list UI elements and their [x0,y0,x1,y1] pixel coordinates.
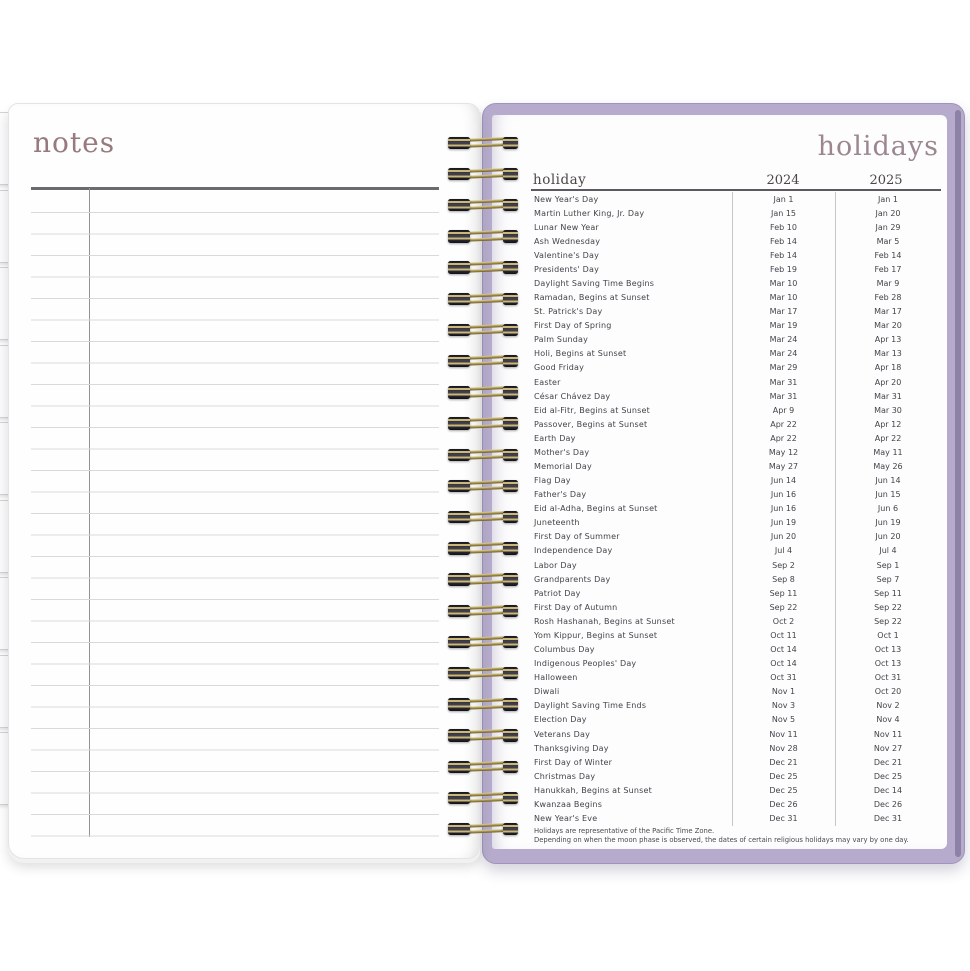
holiday-row [531,685,941,699]
holiday-row [531,333,941,347]
holiday-name: Memorial Day [534,462,592,472]
holiday-row [531,727,941,741]
date-2025: Jun 20 [875,532,901,542]
date-2025: Jan 20 [875,208,901,218]
column-header-2024: 2024 [766,173,800,188]
holiday-name: César Chávez Day [534,391,611,401]
holiday-name: Ash Wednesday [534,236,601,246]
holiday-name: Good Friday [534,363,585,373]
date-2025: Oct 1 [877,630,899,640]
date-2025: Mar 13 [874,349,902,359]
tab-text-mark [0,454,2,463]
holiday-name: Diwali [534,687,560,697]
date-2024: Oct 2 [772,616,795,626]
date-2024: Dec 31 [769,813,798,823]
tab-text-mark [0,377,2,386]
date-2025: Feb 14 [874,250,902,260]
date-2024: Mar 24 [769,349,798,359]
holiday-name: Holi, Begins at Sunset [534,349,627,359]
holiday-name: Daylight Saving Time Begins [534,279,655,288]
holiday-name: Rosh Hashanah, Begins at Sunset [534,616,675,626]
notes-page-title: notes [33,126,116,159]
holiday-row [531,389,941,403]
holiday-name: Hanukkah, Begins at Sunset [534,785,652,795]
footnote-line-2: Depending on when the moon phase is observed, the dates of certain religious holidays may vary by one day. [534,836,909,844]
holiday-row [531,628,941,642]
date-2024: Jun 16 [770,490,797,500]
holiday-name: First Day of Summer [534,532,620,542]
holiday-row [531,276,941,290]
date-2025: Mar 30 [874,405,902,415]
date-2024: Apr 22 [770,433,797,443]
holiday-row [531,657,941,671]
date-2024: Sep 2 [772,560,795,570]
holiday-name: Earth Day [534,433,576,443]
holiday-name: Passover, Begins at Sunset [534,419,648,429]
holiday-row [531,361,941,375]
date-2025: Mar 17 [874,307,902,317]
holiday-row [531,671,941,685]
holiday-row [531,755,941,769]
date-2025: Feb 17 [874,264,902,274]
date-2024: Jan 15 [770,208,797,218]
holiday-row [531,643,941,657]
date-2025: Apr 20 [874,377,902,387]
date-2025: Oct 20 [874,687,902,697]
tab-text-mark [0,144,2,153]
holiday-name: First Day of Spring [534,321,612,331]
date-2024: Apr 9 [772,405,795,415]
date-2025: Nov 27 [873,743,903,753]
holiday-name: Easter [534,377,561,387]
holidays-footnote [534,827,934,845]
date-2024: Feb 10 [770,222,797,232]
holiday-name: Lunar New Year [534,222,599,232]
date-2024: Nov 11 [769,729,798,739]
date-2025: Apr 18 [874,363,902,373]
date-2024: Nov 1 [771,687,796,697]
notes-ruled-lines [31,212,439,838]
holiday-row [531,713,941,727]
holiday-row [531,516,941,530]
holiday-name: Halloween [534,673,578,683]
date-2024: Nov 5 [771,715,796,725]
holiday-name: Indigenous Peoples' Day [534,659,637,669]
holiday-row [531,741,941,755]
tab-text-mark [0,764,2,773]
date-2025: Jul 4 [879,546,897,556]
date-2024: Mar 31 [769,377,798,387]
date-2024: Oct 11 [770,630,797,640]
holiday-name: Kwanzaa Begins [534,799,603,809]
holiday-row [531,291,941,305]
holiday-name: Daylight Saving Time Ends [534,701,647,711]
date-2024: May 27 [768,462,799,472]
holiday-row [531,234,941,248]
column-header-holiday: holiday [533,172,587,188]
holiday-row [531,403,941,417]
table-header-rule [531,189,941,191]
holiday-name: Palm Sunday [534,335,589,345]
holiday-row [531,558,941,572]
holiday-row [531,502,941,516]
date-2025: Jun 14 [875,476,901,486]
holiday-name: New Year's Eve [534,813,598,823]
date-2025: Sep 22 [874,602,902,612]
footnote-line-1: Holidays are representative of the Pacific Time Zone. [534,827,715,835]
date-2024: Feb 19 [770,264,797,274]
date-2025: Jun 15 [875,490,901,500]
holiday-name: Eid al-Adha, Begins at Sunset [534,504,658,514]
date-2025: Mar 9 [876,279,900,288]
holiday-row [531,544,941,558]
holiday-name: New Year's Day [534,194,599,204]
date-2025: Sep 7 [876,574,900,584]
date-2025: Oct 13 [874,645,902,655]
date-2025: Dec 21 [873,757,903,767]
date-2025: Mar 5 [876,236,900,246]
date-2024: Dec 26 [769,799,798,809]
holiday-name: Father's Day [534,490,587,500]
date-2024: Sep 8 [772,574,795,584]
notes-header-rule [31,187,439,190]
date-2024: Mar 10 [769,279,798,288]
date-2024: May 12 [768,447,799,457]
holiday-row [531,459,941,473]
holiday-row [531,375,941,389]
holiday-row [531,614,941,628]
holiday-name: Yom Kippur, Begins at Sunset [534,630,658,640]
date-2025: Mar 31 [874,391,902,401]
holiday-row [531,699,941,713]
date-2025: Mar 20 [874,321,902,331]
date-2024: Jul 4 [774,546,793,556]
holiday-row [531,586,941,600]
date-2025: Oct 31 [874,673,902,683]
date-2025: May 26 [873,462,903,472]
date-2025: Dec 25 [873,771,903,781]
date-2025: Nov 2 [876,701,900,711]
holiday-row [531,305,941,319]
holiday-name: Presidents' Day [534,264,600,274]
holiday-row [531,600,941,614]
holiday-row [531,248,941,262]
holiday-name: Flag Day [534,476,571,486]
holiday-row [531,445,941,459]
date-2025: Apr 22 [874,433,902,443]
holiday-name: Christmas Day [534,771,596,781]
holiday-name: First Day of Autumn [534,602,618,612]
date-2025: Jan 29 [875,222,901,232]
date-2025: Dec 31 [873,813,903,823]
holidays-page-title: holidays [817,131,939,162]
holiday-name: Thanksgiving Day [534,743,609,753]
date-2024: Nov 28 [769,743,798,753]
date-2024: Oct 14 [770,659,797,669]
date-2024: Mar 31 [769,391,798,401]
holiday-row [531,220,941,234]
date-2024: Feb 14 [770,236,797,246]
holiday-row [531,262,941,276]
holiday-row [531,797,941,811]
date-2025: Jan 1 [878,194,898,204]
holiday-row [531,474,941,488]
date-2024: Apr 22 [770,419,797,429]
date-2024: Mar 19 [769,321,798,331]
holiday-row [531,783,941,797]
date-2024: Jun 16 [770,504,797,514]
holiday-row [531,206,941,220]
holiday-row [531,417,941,431]
holiday-row [531,347,941,361]
date-2024: Oct 14 [770,645,797,655]
date-2024: Mar 29 [769,363,798,373]
date-2025: Nov 4 [876,715,900,725]
date-2025: Jun 19 [875,518,901,528]
date-2024: Mar 17 [769,307,798,317]
date-2024: Nov 3 [771,701,796,711]
holiday-name: Juneteenth [534,518,580,528]
holiday-name: Mother's Day [534,447,590,457]
holiday-name: Grandparents Day [534,574,611,584]
holiday-row [531,769,941,783]
holiday-rows [531,192,941,826]
holiday-row [531,319,941,333]
date-2024: Mar 10 [769,293,798,303]
holiday-name: Columbus Day [534,645,595,655]
date-2024: Jan 1 [773,194,794,204]
tab-text-mark [0,532,2,541]
date-2024: Jun 20 [770,532,797,542]
holiday-name: Election Day [534,715,587,725]
date-2024: Mar 24 [769,335,798,345]
date-2024: Sep 22 [769,602,798,612]
holiday-name: Eid al-Fitr, Begins at Sunset [534,405,650,415]
date-2024: Dec 25 [769,771,798,781]
holiday-row [531,530,941,544]
holiday-row [531,431,941,445]
holiday-name: Martin Luther King, Jr. Day [534,208,645,218]
date-2025: Dec 26 [873,799,903,809]
date-2025: Apr 13 [874,335,902,345]
holiday-row [531,572,941,586]
date-2025: Nov 11 [873,729,903,739]
date-2024: Jun 19 [770,518,797,528]
holiday-name: Patriot Day [534,588,581,598]
date-2025: Sep 1 [876,560,900,570]
holiday-name: Valentine's Day [534,250,600,260]
tab-text-mark [0,222,2,231]
holiday-row [531,488,941,502]
holidays-page [492,115,947,849]
date-2024: Dec 25 [769,785,798,795]
date-2025: Apr 12 [874,419,902,429]
column-header-2025: 2025 [869,173,903,188]
holiday-name: Independence Day [534,546,613,556]
holiday-row [531,811,941,825]
date-2024: Jun 14 [770,476,797,486]
date-2024: Feb 14 [770,250,797,260]
tab-text-mark [0,299,2,308]
holiday-name: Ramadan, Begins at Sunset [534,293,650,303]
date-2025: Feb 28 [874,293,902,303]
date-2025: May 11 [873,447,903,457]
holiday-name: Veterans Day [534,729,591,739]
holiday-name: First Day of Winter [534,757,613,767]
date-2024: Oct 31 [770,673,797,683]
notes-page [8,103,480,859]
date-2025: Jun 6 [877,504,899,514]
holiday-row [531,192,941,206]
date-2024: Dec 21 [769,757,798,767]
date-2025: Sep 22 [874,616,902,626]
tab-text-mark [0,687,2,696]
date-2025: Sep 11 [874,588,902,598]
date-2025: Oct 13 [874,659,902,669]
holiday-name: St. Patrick's Day [534,307,603,317]
holiday-name: Labor Day [534,560,577,570]
tab-text-mark [0,609,2,618]
date-2024: Sep 11 [769,588,798,598]
date-2025: Dec 14 [873,785,903,795]
